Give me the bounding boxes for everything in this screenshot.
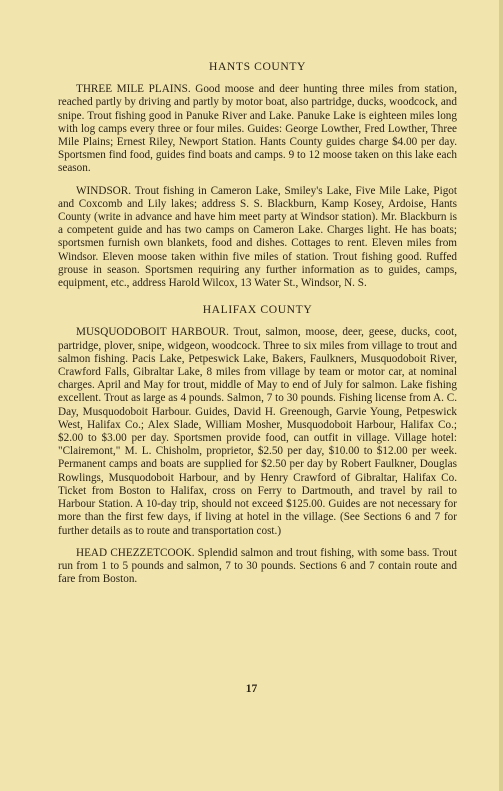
page-edge	[499, 0, 503, 791]
section-heading-hants-county: HANTS COUNTY	[208, 60, 307, 73]
paragraph-windsor: WINDSOR. Trout fishing in Cameron Lake, Smiley's Lake, Five Mile Lake, Pigot and Coxcomb and Lily lakes; address S. S. Blackburn, Kamp Kosey, Ardoise, Hants County (write in advance and have him meet party at Windsor station). Mr. Blackburn is a competent guide and has two camps on Cameron Lake. Charges light. He has boats; sportsmen furnish own blankets, food and dishes. Cottages to rent. Eleven miles from Windsor. Eleven moose taken within five miles of station. Trout fishing good. Ruffed grouse in season. Sportsmen requiring any further information as to guides, camps, equipment, etc., address Harold Wilcox, 13 Water St., Windsor, N. S.	[58, 184, 457, 290]
paragraph-musquodoboit-harbour: MUSQUODOBOIT HARBOUR. Trout, salmon, moose, deer, geese, ducks, coot, partridge, plover, snipe, widgeon, woodcock. Three to six miles from village to trout and salmon fishing. Pacis Lake, Petpeswick Lake, Bakers, Faulkners, Musquodoboit River, Crawford Falls, Gibraltar Lake, 8 miles from village by team or motor car, at nominal charges. April and May for trout, middle of May to end of July for salmon. Lake fishing excellent. Trout as large as 4 pounds. Salmon, 7 to 30 pounds. Fishing license from A. C. Day, Musquodoboit Harbour. Guides, David H. Greenough, Garvie Young, Petpeswick West, Halifax Co.; Alex Slade, William Mosher, Musquodoboit Harbour, Halifax Co.; $2.00 to $3.00 per day. Sportsmen provide food, can outfit in village. Village hotel: "Clairemont," M. L. Chisholm, proprietor, $2.50 per day, $10.00 to $12.00 per week. Permanent camps and boats are supplied for $2.50 per day by Robert Faulkner, Douglas Rowlings, Musquodoboit Harbour, and by Henry Crawford of Gibraltar, Halifax Co. Ticket from Boston to Halifax, cross on Ferry to Dartmouth, and travel by rail to Harbour Station. A 10-day trip, should not exceed $125.00. Guides are not necessary for more than the first few days, if living at hotel in the village. (See Sections 6 and 7 for further details as to route and transportation cost.)	[58, 326, 457, 537]
section-heading-halifax-county: HALIFAX COUNTY	[202, 303, 313, 317]
paragraph-three-mile-plains: THREE MILE PLAINS. Good moose and deer hunting three miles from station, reached partly by driving and partly by motor boat, also partridge, ducks, woodcock, and snipe. Trout fishing good in Panuke River and Lake. Panuke Lake is eighteen miles long with log camps every three or four miles. Guides: George Lowther, Fred Lowther, Three Mile Plains; Ernest Riley, Newport Station. Hants County guides charge $4.00 per day. Sportsmen find food, guides find boats and camps. 9 to 12 moose taken on this lake each season.	[58, 83, 457, 175]
page-number: 17	[245, 683, 258, 695]
paragraph-head-chezzetcook: HEAD CHEZZETCOOK. Splendid salmon and trout fishing, with some bass. Trout run from 1 to 5 pounds and salmon, 7 to 30 pounds. Sections 6 and 7 contain route and fare from Boston.	[58, 546, 457, 586]
